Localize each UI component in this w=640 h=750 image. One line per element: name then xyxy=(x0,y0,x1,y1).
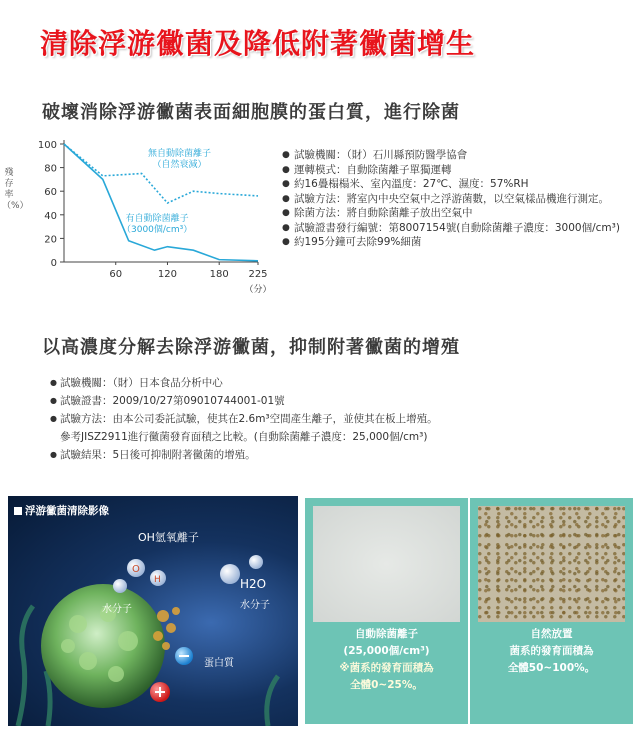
list-item: ● 試驗證書發行編號：第8007154號(自動除菌離子濃度：3000個/cm³) xyxy=(282,221,632,236)
list-item: ● 除菌方法：將自動除菌離子放出空氣中 xyxy=(282,206,632,221)
result-line: 菌系的發育面積為 xyxy=(509,645,594,657)
list-item: ● 試驗方法：由本公司委託試驗，使其在2.6m³空間產生離子，並使其在板上增殖。 xyxy=(50,410,630,428)
list-item: ● 約16疊榻榻米、室內溫度：27℃、濕度：57%RH xyxy=(282,177,632,192)
section2-bullet-list xyxy=(50,374,630,464)
section1-heading: 破壞消除浮游黴菌表面細胞膜的蛋白質，進行除菌 xyxy=(42,102,460,123)
result-line: 自動除菌離子 xyxy=(355,628,418,640)
y-tick-label: 20 xyxy=(44,234,57,246)
x-tick-label: 120 xyxy=(157,269,178,280)
list-item: ● 運轉模式：自動除菌離子單獨運轉 xyxy=(282,163,632,178)
label-water-molecule: 水分子 xyxy=(102,604,132,615)
annotation-with-ion-line2: （3000個/cm³） xyxy=(122,225,193,235)
x-tick-label: 225 xyxy=(248,269,268,280)
y-tick-label: 100 xyxy=(37,140,57,151)
y-tick-label: 0 xyxy=(50,258,57,269)
section2-heading: 以高濃度分解去除浮游黴菌，抑制附著黴菌的增殖 xyxy=(42,337,460,358)
label-oh-ion: OH氫氧離子 xyxy=(138,531,199,544)
annotation-no-ion-line1: 無自動除菌離子 xyxy=(148,149,212,159)
result-with-ion xyxy=(305,498,468,724)
result-line: (25,000個/cm³) xyxy=(343,645,430,657)
annotation-no-ion xyxy=(148,149,211,171)
svg-text:O: O xyxy=(132,564,140,575)
x-tick-label: 60 xyxy=(109,269,123,280)
sample-plate-natural xyxy=(478,506,625,622)
list-item: ● 試驗機關：（財）日本食品分析中心 xyxy=(50,374,630,392)
section1-bullet-list xyxy=(282,148,632,250)
result-natural-text xyxy=(470,626,633,677)
annotation-with-ion-line1: 有自動除菌離子 xyxy=(125,214,189,224)
svg-text:H: H xyxy=(154,575,161,585)
x-tick-label: 180 xyxy=(209,269,229,280)
square-bullet-icon xyxy=(14,507,22,515)
result-line: 全體0~25%。 xyxy=(350,679,423,691)
result-natural xyxy=(470,498,633,724)
illustration-title-text: 浮游黴菌清除影像 xyxy=(25,505,109,517)
survival-rate-chart xyxy=(0,130,280,300)
mold-removal-illustration xyxy=(8,496,298,726)
illustration-title xyxy=(14,503,109,518)
y-tick-label: 40 xyxy=(44,210,57,222)
label-water-molecule-2: 水分子 xyxy=(240,600,270,611)
list-item-continuation: 參考JISZ2911進行黴菌發育面積之比較。(自動除菌離子濃度：25,000個/cm³) xyxy=(60,431,428,443)
x-axis-label: （分） xyxy=(244,285,272,295)
sample-plate-with-ion xyxy=(313,506,460,622)
y-tick-label: 60 xyxy=(44,187,57,199)
y-tick-label: 80 xyxy=(44,163,57,175)
annotation-no-ion-line2: （自然衰減） xyxy=(152,160,207,170)
result-line: 自然放置 xyxy=(530,628,573,640)
chart-ylabel: 殘存率（%） xyxy=(2,168,29,211)
result-with-ion-text xyxy=(305,626,468,694)
result-line: ※菌系的發育面積為 xyxy=(339,662,434,674)
list-item: ● 約195分鐘可去除99%細菌 xyxy=(282,235,632,250)
annotation-with-ion xyxy=(122,214,192,236)
list-item: ● 試驗結果：5日後可抑制附著黴菌的增殖。 xyxy=(50,446,630,464)
list-item: ● 試驗機關：（財）石川縣預防醫學協會 xyxy=(282,148,632,163)
label-protein: 蛋白質 xyxy=(204,658,234,669)
list-item: ● 試驗方法：將室內中央空氣中之浮游菌數，以空氣樣品機進行測定。 xyxy=(282,192,632,207)
result-line: 全體50~100%。 xyxy=(507,662,596,674)
h2o-bubble-icon xyxy=(220,564,240,584)
banner-title: 清除浮游黴菌及降低附著黴菌增生 xyxy=(40,27,476,60)
water-bubble-icon xyxy=(113,579,127,593)
label-h2o: H2O xyxy=(240,577,267,591)
list-item: ● 試驗證書：2009/10/27第09010744001-01號 xyxy=(50,392,630,410)
